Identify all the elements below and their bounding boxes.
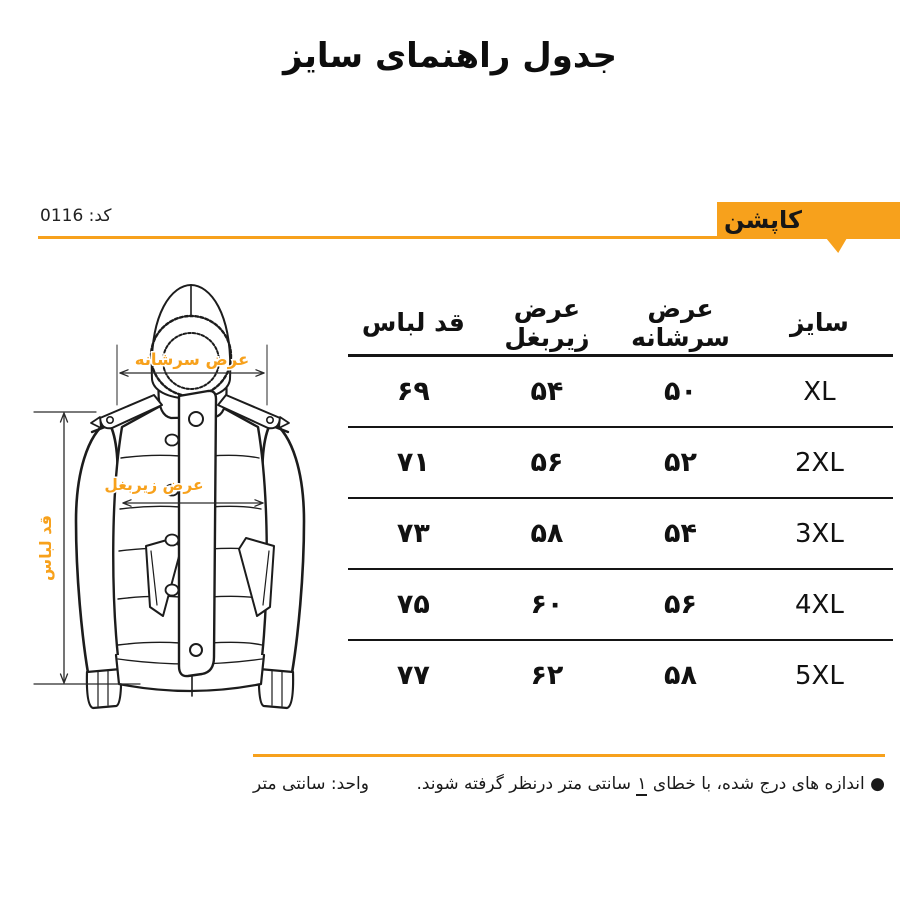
table-row — [348, 640, 893, 710]
col-header-size: سایز — [746, 291, 893, 356]
col-header-underarm: عرض زیربغل — [479, 291, 615, 356]
garment-length-label: قد لباس — [36, 515, 55, 581]
category-tab-tail — [826, 238, 847, 253]
underarm-cell: ۵۸ — [479, 498, 615, 569]
size-cell: XL — [746, 356, 893, 428]
table-row — [348, 569, 893, 640]
shoulder-cell: ۵۰ — [615, 356, 746, 428]
length-cell: ۶۹ — [348, 356, 479, 428]
category-tab — [717, 202, 900, 238]
underarm-cell: ۶۲ — [530, 660, 564, 691]
shoulder-cell: ۵۶ — [615, 569, 746, 640]
size-cell: 4XL — [746, 569, 893, 640]
shoulder-width-label: عرض سرشانه — [134, 350, 250, 369]
size-cell: 3XL — [746, 498, 893, 569]
size-cell: 2XL — [746, 427, 893, 498]
table-header-row — [348, 291, 893, 356]
category-label: کاپشن — [724, 206, 802, 234]
jacket-outline — [76, 285, 304, 708]
length-cell: ۷۷ — [396, 660, 430, 691]
product-code: کد: 0116 — [40, 206, 112, 226]
page-title: جدول راهنمای سایز — [283, 36, 617, 76]
shoulder-cell: ۵۸ — [663, 660, 697, 691]
col-header-shoulder: عرض سرشانه — [615, 291, 746, 356]
table-row — [348, 356, 893, 428]
bullet-icon: ● — [870, 774, 885, 794]
shoulder-cell: ۵۲ — [615, 427, 746, 498]
size-table — [348, 291, 893, 710]
underarm-cell: ۵۴ — [479, 356, 615, 428]
jacket-illustration — [30, 268, 340, 720]
underarm-cell: ۵۶ — [479, 427, 615, 498]
table-row — [348, 427, 893, 498]
footer-divider — [253, 754, 885, 757]
col-header-length: قد لباس — [348, 291, 479, 356]
underarm-width-label: عرض زیربغل — [104, 476, 204, 494]
length-cell: ۷۵ — [348, 569, 479, 640]
length-cell: ۷۳ — [348, 498, 479, 569]
table-row — [348, 498, 893, 569]
underarm-cell: ۶۰ — [479, 569, 615, 640]
tolerance-note: ● اندازه های درج شده، با خطای ۱ سانتی متر درنظر گرفته شوند. — [416, 774, 885, 794]
shoulder-cell: ۵۴ — [615, 498, 746, 569]
unit-note: واحد: سانتی متر — [253, 774, 369, 794]
length-cell: ۷۱ — [348, 427, 479, 498]
size-cell: 5XL — [795, 660, 844, 691]
